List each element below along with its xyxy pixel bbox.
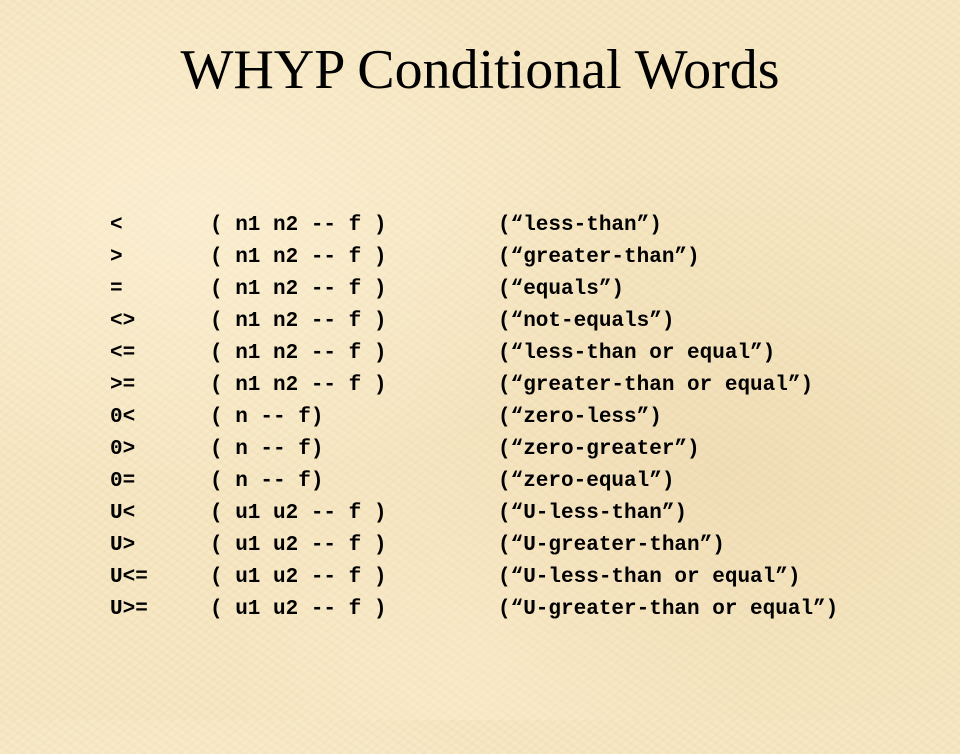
description-cell: (“U-less-than”) bbox=[498, 502, 688, 525]
description-cell: (“zero-greater”) bbox=[498, 438, 700, 461]
stack-effect-cell: ( u1 u2 -- f ) bbox=[210, 534, 387, 557]
table-row bbox=[0, 498, 960, 530]
word-cell: U<= bbox=[110, 566, 148, 589]
description-cell: (“equals”) bbox=[498, 278, 625, 301]
stack-effect-cell: ( u1 u2 -- f ) bbox=[210, 502, 387, 525]
stack-effect-cell: ( n1 n2 -- f ) bbox=[210, 342, 387, 365]
table-row bbox=[0, 434, 960, 466]
stack-effect-cell: ( n -- f) bbox=[210, 406, 324, 429]
table-row bbox=[0, 562, 960, 594]
table-row bbox=[0, 338, 960, 370]
stack-effect-cell: ( n -- f) bbox=[210, 438, 324, 461]
word-cell: 0> bbox=[110, 438, 136, 461]
table-row bbox=[0, 242, 960, 274]
word-cell: >= bbox=[110, 374, 136, 397]
slide-title: WHYP Conditional Words bbox=[180, 39, 780, 101]
word-cell: <> bbox=[110, 310, 136, 333]
description-cell: (“greater-than or equal”) bbox=[498, 374, 814, 397]
table-row bbox=[0, 274, 960, 306]
stack-effect-cell: ( n1 n2 -- f ) bbox=[210, 214, 387, 237]
word-cell: <= bbox=[110, 342, 136, 365]
stack-effect-cell: ( n1 n2 -- f ) bbox=[210, 246, 387, 269]
description-cell: (“not-equals”) bbox=[498, 310, 675, 333]
word-cell: = bbox=[110, 278, 123, 301]
table-row bbox=[0, 306, 960, 338]
word-cell: U>= bbox=[110, 598, 148, 621]
description-cell: (“greater-than”) bbox=[498, 246, 700, 269]
description-cell: (“zero-less”) bbox=[498, 406, 662, 429]
word-cell: > bbox=[110, 246, 123, 269]
word-cell: U> bbox=[110, 534, 136, 557]
description-cell: (“U-greater-than”) bbox=[498, 534, 725, 557]
word-cell: 0< bbox=[110, 406, 136, 429]
word-cell: 0= bbox=[110, 470, 136, 493]
stack-effect-cell: ( u1 u2 -- f ) bbox=[210, 598, 387, 621]
table-row bbox=[0, 594, 960, 626]
stack-effect-cell: ( n1 n2 -- f ) bbox=[210, 278, 387, 301]
stack-effect-cell: ( n1 n2 -- f ) bbox=[210, 310, 387, 333]
table-row bbox=[0, 402, 960, 434]
description-cell: (“less-than or equal”) bbox=[498, 342, 776, 365]
stack-effect-cell: ( n1 n2 -- f ) bbox=[210, 374, 387, 397]
stack-effect-cell: ( u1 u2 -- f ) bbox=[210, 566, 387, 589]
description-cell: (“less-than”) bbox=[498, 214, 662, 237]
stack-effect-cell: ( n -- f) bbox=[210, 470, 324, 493]
word-cell: U< bbox=[110, 502, 136, 525]
description-cell: (“zero-equal”) bbox=[498, 470, 675, 493]
description-cell: (“U-less-than or equal”) bbox=[498, 566, 801, 589]
description-cell: (“U-greater-than or equal”) bbox=[498, 598, 839, 621]
table-row bbox=[0, 530, 960, 562]
table-row bbox=[0, 210, 960, 242]
word-cell: < bbox=[110, 214, 123, 237]
table-row bbox=[0, 370, 960, 402]
conditional-words-table bbox=[0, 210, 960, 630]
table-row bbox=[0, 466, 960, 498]
